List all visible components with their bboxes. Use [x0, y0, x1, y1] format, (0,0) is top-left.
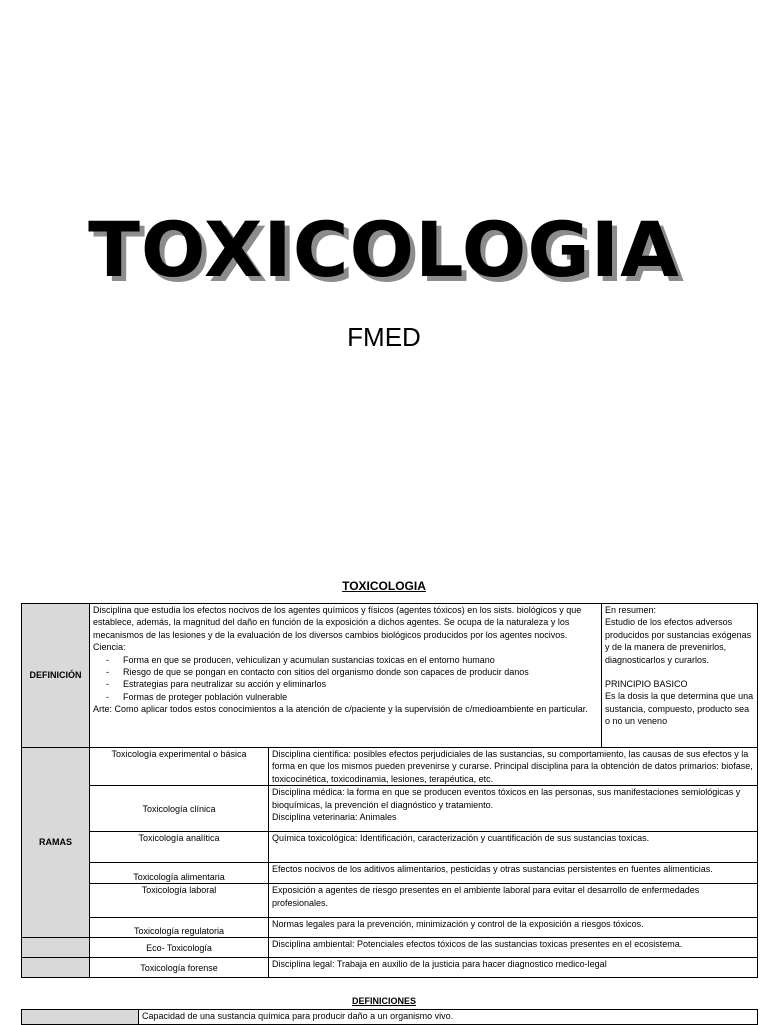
branch-description: Disciplina científica: posibles efectos perjudiciales de las sustancias, su comportamiento, las causas de sus efectos y la forma en que los mismos pueden prevenirse y curarse. Principal disciplina para la obtención de datos primarios: biofase, toxicocinética, toxicodinamia, lesiones, terapéutica, etc.: [269, 748, 758, 786]
branch-name: Toxicología clínica: [90, 786, 269, 832]
definiciones-title: DEFINICIONES: [351, 996, 416, 1006]
principio-text: Es la dosis la que determina que una sustancia, compuesto, producto sea o no un veneno: [605, 691, 754, 727]
branch-description: Exposición a agentes de riesgo presentes en el ambiente laboral para evitar el desarrollo de enfermedades profesionales.: [269, 884, 758, 918]
list-item: - Riesgo de que se pongan en contacto con sitios del organismo donde son capaces de producir danos: [93, 666, 598, 678]
definition-text: Capacidad de una sustancia química para producir daño a un organismo vivo.: [139, 1010, 758, 1025]
toxicologia-table: [21, 603, 758, 978]
empty-label-cell: [22, 938, 90, 958]
branch-name: Eco- Toxicología: [90, 938, 269, 958]
branch-description-main: Disciplina médica: la forma en que se producen eventos tóxicos en las personas, sus manifestaciones semiológicas y bioquímicas, la prevención el diagnóstico y tratamiento.: [272, 787, 741, 810]
ramas-label: RAMAS: [22, 748, 90, 938]
branch-name: Toxicología forense: [90, 958, 269, 978]
branch-description-secondary: Disciplina veterinaria: Animales: [272, 812, 397, 823]
table-row: [22, 938, 758, 958]
definicion-label: DEFINICIÓN: [22, 604, 90, 748]
table-row: [22, 832, 758, 863]
definition-term-cell: [22, 1010, 139, 1025]
table-row: [22, 958, 758, 978]
ciencia-label: Ciencia:: [93, 642, 126, 653]
table-row: [22, 1010, 758, 1025]
table-row: [22, 863, 758, 884]
table-row: [22, 748, 758, 786]
branch-description: Química toxicológica: Identificación, caracterización y cuantificación de sus sustancias toxicas.: [269, 832, 758, 863]
ciencia-list: [93, 654, 598, 704]
branch-name: Toxicología analítica: [90, 832, 269, 863]
definicion-content: [90, 604, 602, 748]
arte-text: Arte: Como aplicar todos estos conocimientos a la atención de c/paciente y la supervisión de c/medioambiente en particular.: [93, 704, 588, 715]
table-row: [22, 884, 758, 918]
branch-name: Toxicología experimental o básica: [90, 748, 269, 786]
list-item: - Formas de proteger población vulnerable: [93, 691, 598, 703]
resumen-text: Estudio de los efectos adversos producidos por sustancias exógenas y de la manera de prevenirlos, diagnosticarlos y curarlos.: [605, 617, 752, 665]
resumen-cell: [602, 604, 758, 748]
resumen-label: En resumen:: [605, 605, 657, 615]
branch-description: Disciplina legal: Trabaja en auxilio de la justicia para hacer diagnostico medico-legal: [269, 958, 758, 978]
subtitle: FMED: [347, 322, 421, 352]
empty-label-cell: [22, 958, 90, 978]
branch-name: Toxicología laboral: [90, 884, 269, 918]
main-title: TOXICOLOGIA: [88, 205, 680, 294]
definicion-paragraph: Disciplina que estudia los efectos nocivos de los agentes químicos y físicos (agentes tóxicos) en los sists. biológicos y que establece, además, la magnitud del daño en función de la exposición a dichos agentes. Se ocupa de la naturaleza y los mecanismos de las lesiones y de la evaluación de los diversos cambios biológicos producidos por los agentes nocivos.: [93, 605, 582, 640]
definiciones-table: [21, 1009, 758, 1025]
list-item: - Estrategias para neutralizar su acción y eliminarlos: [93, 678, 598, 690]
branch-name: Toxicología regulatoria: [90, 918, 269, 938]
list-item: - Forma en que se producen, vehiculizan y acumulan sustancias toxicas en el entorno humano: [93, 654, 598, 666]
table-title: TOXICOLOGIA: [342, 579, 426, 593]
principio-label: PRINCIPIO BASICO: [605, 679, 688, 690]
table-row: [22, 786, 758, 832]
branch-description: Normas legales para la prevención, minimización y control de la exposición a riesgos tóxicos.: [269, 918, 758, 938]
branch-description: [269, 786, 758, 832]
branch-description: Disciplina ambiental: Potenciales efectos tóxicos de las sustancias toxicas presentes en el ecosistema.: [269, 938, 758, 958]
branch-name: Toxicología alimentaria: [90, 863, 269, 884]
branch-description: Efectos nocivos de los aditivos alimentarios, pesticidas y otras sustancias persistentes en fuentes alimenticias.: [269, 863, 758, 884]
table-row: [22, 918, 758, 938]
definicion-row: [22, 604, 758, 748]
